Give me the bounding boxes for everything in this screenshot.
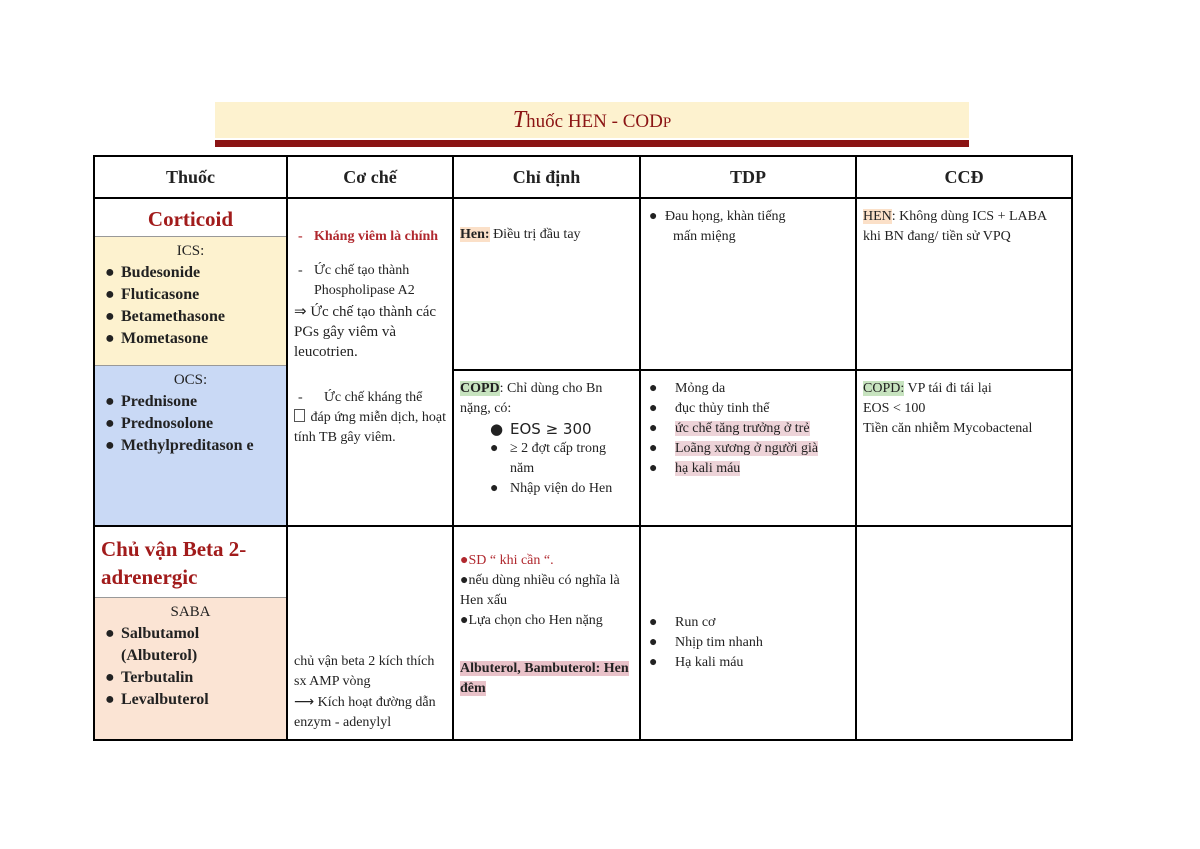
mechanism-item: - Ức chế kháng thể — [298, 390, 423, 405]
drug-table — [93, 155, 1073, 741]
list-item: ● Budesonide — [105, 264, 201, 281]
list-item: mấn miệng — [673, 229, 736, 244]
saba-box — [95, 597, 286, 739]
ccd-line: Tiền căn nhiễm Mycobactenal — [863, 421, 1033, 437]
mechanism-item: - Ức chế tạo thành Phospholipase A2 — [298, 263, 415, 298]
list-item: ● Hạ kali máu — [649, 655, 744, 670]
corticoid-indication-hen: Hen: Điều trị đầu tay — [453, 198, 640, 370]
title-text: huốc HEN - COD — [526, 111, 663, 132]
beta-ccd-cell — [856, 526, 1072, 740]
beta-indication-cell — [453, 526, 640, 740]
corticoid-drug-cell — [94, 198, 287, 526]
corticoid-ccd-copd: COPD: VP tái đi tái lại EOS < 100 Tiền căn nhiễm Mycobactenal — [856, 370, 1072, 526]
list-item: ● Run cơ — [649, 615, 716, 630]
list-item: ●nếu dùng nhiều có nghĩa là Hen xấu — [460, 573, 620, 608]
list-item: ● Đau họng, khàn tiếng — [649, 209, 786, 224]
mechanism-item: - Kháng viêm là chính — [298, 229, 439, 244]
list-item: ● Methylpreditason e — [105, 437, 254, 454]
list-item: ● Levalbuterol — [105, 691, 209, 708]
ics-list — [103, 262, 278, 350]
list-item: ● Fluticasone — [105, 286, 200, 303]
indication-highlight: Albuterol, Bambuterol: Hen đêm — [460, 661, 629, 696]
list-item: ● Prednisone — [105, 393, 198, 410]
list-item: ● ≥ 2 đợt cấp trong năm — [490, 441, 606, 477]
list-item: ● Mỏng da — [649, 381, 726, 397]
list-item: ● ức chế tăng trưởng ở trẻ — [649, 421, 810, 437]
list-item: ● Terbutalin — [105, 669, 194, 686]
header-row — [94, 156, 1072, 198]
list-item: ●Lựa chọn cho Hen nặng — [460, 613, 603, 628]
corticoid-indication-copd: COPD: Chỉ dùng cho Bn nặng, có: ● EOS ≥ 300 ● ≥ 2 đợt cấp trong năm ● Nhập viện do Hen — [453, 370, 640, 526]
title-end: P — [662, 115, 672, 131]
mechanism-item-cont: đáp ứng miễn dịch, hoạt tính TB gây viêm. — [294, 410, 447, 445]
title-underline — [215, 140, 969, 147]
document-title — [215, 102, 969, 138]
header-side-effects: TDP — [640, 156, 856, 198]
beta-title: Chủ vận Beta 2-adrenergic — [101, 537, 247, 589]
ccd-line: EOS < 100 — [863, 401, 926, 417]
title-script-t: T — [512, 107, 527, 133]
corticoid-tdp-ics — [640, 198, 856, 370]
list-item: ● đục thủy tinh thể — [649, 401, 770, 417]
beta-row — [94, 526, 1072, 740]
header-indication: Chỉ định — [453, 156, 640, 198]
corticoid-ccd-hen: HEN: Không dùng ICS + LABA khi BN đang/ tiền sử VPQ — [856, 198, 1072, 370]
list-item: ● Salbutamol (Albuterol) — [105, 625, 200, 664]
list-item: ● Betamethasone — [105, 308, 225, 325]
list-item: ● EOS ≥ 300 — [490, 420, 592, 439]
beta-mechanism-cell: chủ vận beta 2 kích thích sx AMP vòng ⟶ Kích hoạt đường dẫn enzym - adenylyl — [287, 526, 453, 740]
list-item: ● Nhập viện do Hen — [490, 481, 613, 497]
ocs-list — [103, 391, 278, 457]
corticoid-title: Corticoid — [147, 207, 234, 231]
beta-drug-cell — [94, 526, 287, 740]
header-contraindication: CCĐ — [856, 156, 1072, 198]
corticoid-mechanism-cell — [287, 198, 453, 526]
box-icon — [294, 409, 305, 422]
ics-label: ICS: — [176, 243, 205, 259]
header-mechanism: Cơ chế — [287, 156, 453, 198]
saba-list — [103, 623, 278, 711]
beta-tdp-cell — [640, 526, 856, 740]
list-item: ● hạ kali máu — [649, 461, 741, 477]
list-item: ● Mometasone — [105, 330, 209, 347]
ocs-label: OCS: — [173, 372, 208, 388]
header-drug: Thuốc — [94, 156, 287, 198]
list-item: ● Prednosolone — [105, 415, 214, 432]
list-item: ●SD “ khi cần “. — [460, 553, 554, 568]
list-item: ● Nhịp tim nhanh — [649, 635, 763, 650]
corticoid-row — [94, 198, 1072, 370]
list-item: ● Loãng xương ở người già — [649, 441, 819, 457]
ocs-box — [95, 365, 286, 525]
ics-box — [95, 236, 286, 365]
saba-label: SABA — [170, 604, 211, 620]
corticoid-tdp-ocs — [640, 370, 856, 526]
mechanism-cont: ⇒ Ức chế tạo thành các PGs gây viêm và leucotrien. — [294, 302, 437, 360]
